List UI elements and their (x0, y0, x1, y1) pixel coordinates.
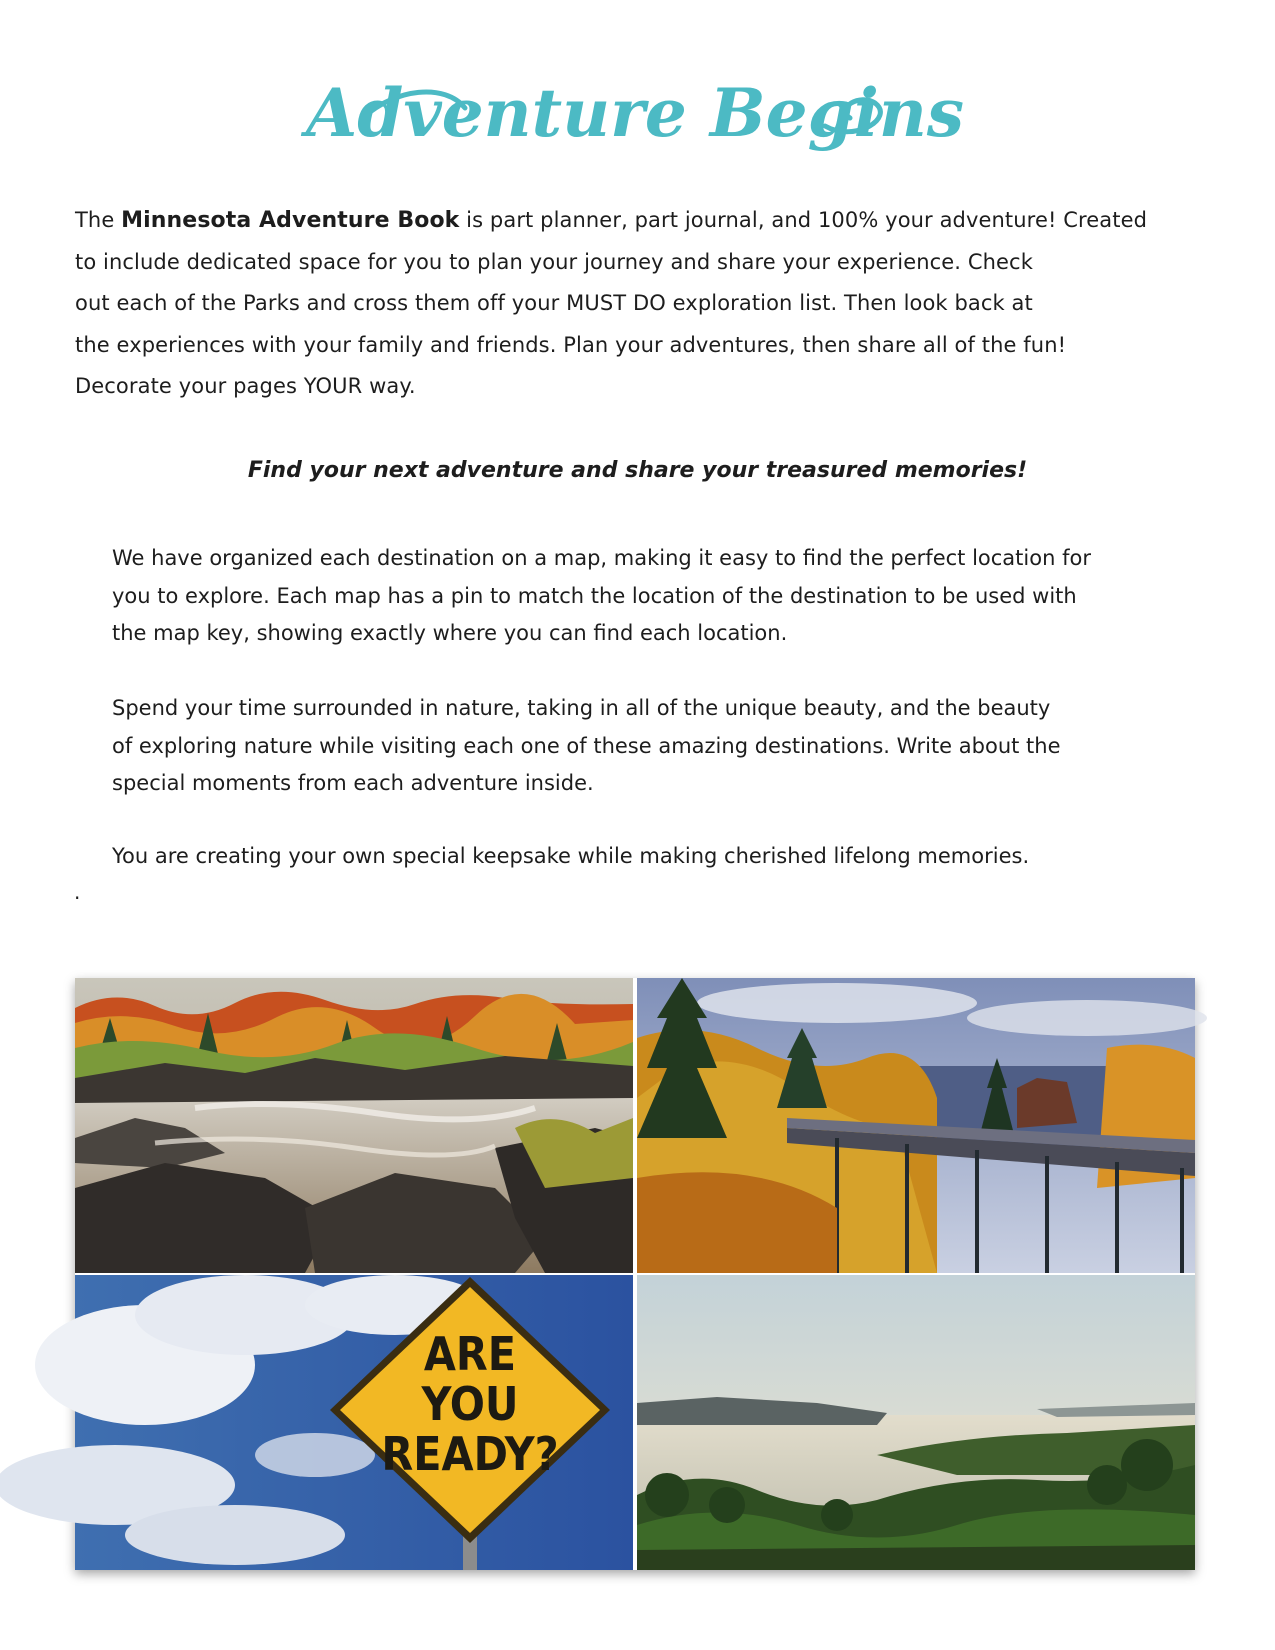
photo-collage (75, 978, 1195, 1570)
page-title (305, 48, 965, 168)
intro-line: the experiences with your family and friends. Plan your adventures, then share all of the fun! (75, 332, 1067, 357)
paragraph-line: We have organized each destination on a map, making it easy to find the perfect location for (112, 546, 1091, 570)
intro-paragraph (75, 200, 1210, 408)
intro-line: to include dedicated space for you to plan your journey and share your experience. Check (75, 249, 1033, 274)
book-name: Minnesota Adventure Book (121, 208, 460, 233)
paragraph-line: the map key, showing exactly where you can find each location. (112, 621, 788, 645)
photo-are-you-ready-sign (75, 1275, 633, 1570)
photo-river-bluffs (637, 1275, 1195, 1570)
paragraph-keepsake (112, 838, 1222, 876)
paragraph-nature (112, 690, 1222, 803)
sign-text-line: READY? (381, 1427, 559, 1481)
intro-line: Decorate your pages YOUR way. (75, 374, 416, 398)
photo-autumn-bridge (637, 978, 1195, 1273)
tagline: Find your next adventure and share your treasured memories! (247, 458, 1028, 483)
stray-dot: . (74, 880, 81, 904)
title-text: Adventure Begins (305, 74, 965, 152)
intro-line: The Minnesota Adventure Book is part planner, part journal, and 100% your adventure! Created (75, 208, 1148, 233)
paragraph-line: Spend your time surrounded in nature, taking in all of the unique beauty, and the beauty (112, 696, 1051, 720)
adventure-begins-script-title (305, 48, 965, 168)
sign-text-line: ARE (423, 1327, 517, 1381)
paragraph-line: you to explore. Each map has a pin to match the location of the destination to be used with (112, 583, 1077, 608)
sign-text-line: YOU (421, 1377, 519, 1431)
paragraph-line: You are creating your own special keepsake while making cherished lifelong memories. (112, 844, 1030, 868)
paragraph-line: of exploring nature while visiting each one of these amazing destinations. Write about the (112, 733, 1061, 758)
paragraph-maps (112, 540, 1222, 653)
paragraph-line: special moments from each adventure inside. (112, 771, 594, 795)
photo-autumn-river (75, 978, 633, 1273)
intro-line: out each of the Parks and cross them off your MUST DO exploration list. Then look back at (75, 291, 1033, 315)
